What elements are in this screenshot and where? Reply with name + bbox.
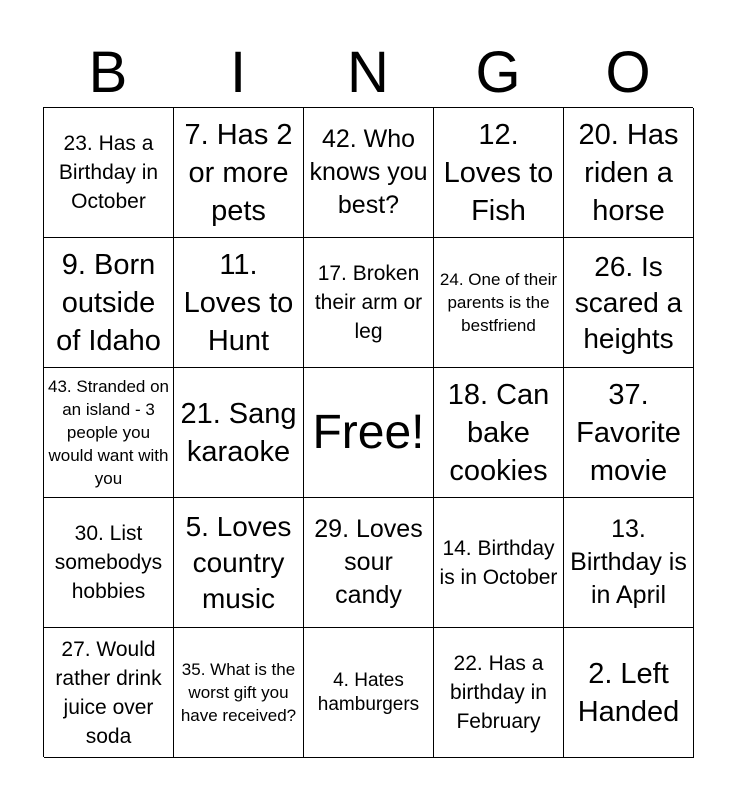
bingo-cell[interactable]: [304, 498, 434, 628]
cell-text: 17. Broken their arm or leg: [314, 262, 423, 343]
bingo-cell[interactable]: [304, 108, 434, 238]
bingo-cell[interactable]: [564, 498, 694, 628]
cell-text: 35. What is the worst gift you have received?: [180, 660, 297, 725]
bingo-cell[interactable]: [564, 628, 694, 758]
bingo-cell[interactable]: [44, 108, 174, 238]
bingo-cell[interactable]: [174, 498, 304, 628]
cell-text: 12. Loves to Fish: [443, 118, 554, 227]
cell-text: 11. Loves to Hunt: [183, 248, 294, 357]
cell-text: 4. Hates hamburgers: [317, 669, 420, 715]
bingo-cell[interactable]: [44, 498, 174, 628]
cell-text: 7. Has 2 or more pets: [184, 118, 293, 227]
cell-text: 14. Birthday is in October: [439, 536, 558, 589]
cell-text: 30. List somebodys hobbies: [54, 522, 163, 603]
cell-text: 26. Is scared a heights: [574, 250, 683, 354]
cell-text: 42. Who knows you best?: [309, 125, 428, 219]
cell-text: 5. Loves country music: [185, 510, 292, 614]
bingo-header: [43, 40, 693, 106]
bingo-cell[interactable]: [174, 238, 304, 368]
cell-text: 21. Sang karaoke: [180, 397, 297, 468]
free-space-text: Free!: [312, 405, 425, 459]
cell-text: 27. Would rather drink juice over soda: [55, 637, 162, 748]
bingo-cell[interactable]: [434, 368, 564, 498]
bingo-cell[interactable]: [44, 368, 174, 498]
cell-text: 24. One of their parents is the bestfriend: [439, 270, 558, 335]
header-letter-n: N: [347, 40, 389, 105]
bingo-cell[interactable]: [44, 238, 174, 368]
cell-text: 37. Favorite movie: [576, 378, 681, 487]
cell-text: 22. Has a birthday in February: [450, 652, 547, 733]
cell-text: 13. Birthday is in April: [570, 515, 687, 609]
bingo-cell[interactable]: [564, 108, 694, 238]
bingo-cell[interactable]: [304, 628, 434, 758]
bingo-cell[interactable]: [174, 108, 304, 238]
header-letter-i: I: [229, 40, 247, 105]
cell-text: 43. Stranded on an island - 3 people you would want with you: [48, 377, 169, 488]
bingo-cell[interactable]: [304, 238, 434, 368]
cell-text: 20. Has riden a horse: [578, 118, 679, 227]
bingo-cell[interactable]: [44, 628, 174, 758]
cell-text: 18. Can bake cookies: [447, 378, 550, 487]
bingo-cell[interactable]: [434, 498, 564, 628]
bingo-grid: [43, 107, 693, 757]
bingo-cell-free[interactable]: [304, 368, 434, 498]
bingo-cell[interactable]: [434, 108, 564, 238]
cell-text: 2. Left Handed: [577, 657, 680, 728]
bingo-cell[interactable]: [564, 238, 694, 368]
cell-text: 9. Born outside of Idaho: [56, 248, 161, 357]
bingo-cell[interactable]: [174, 368, 304, 498]
header-letter-g: G: [475, 40, 521, 105]
bingo-cell[interactable]: [434, 628, 564, 758]
bingo-cell[interactable]: [434, 238, 564, 368]
header-letter-o: O: [605, 40, 651, 105]
cell-text: 29. Loves sour candy: [314, 515, 423, 609]
header-letter-b: B: [88, 40, 128, 105]
cell-text: 23. Has a Birthday in October: [58, 132, 159, 213]
bingo-cell[interactable]: [174, 628, 304, 758]
bingo-cell[interactable]: [564, 368, 694, 498]
